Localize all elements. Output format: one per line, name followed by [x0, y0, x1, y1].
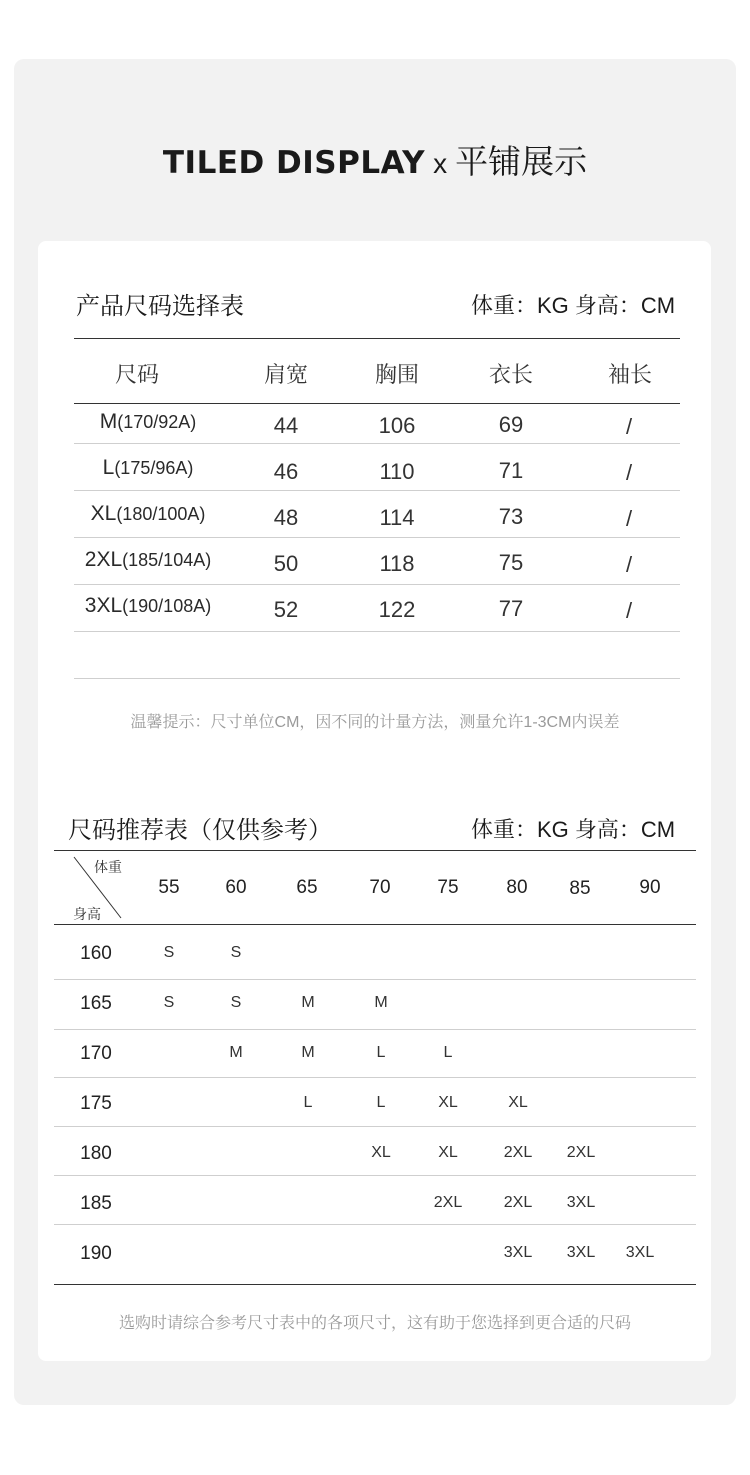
divider: [54, 979, 696, 980]
divider: [74, 678, 680, 679]
weight-header: 70: [369, 877, 391, 898]
divider: [74, 631, 680, 632]
recommended-size: S: [230, 944, 242, 961]
recommended-size: 2XL: [503, 1194, 533, 1211]
sleeve-value: /: [625, 460, 633, 485]
corner-height-label: 身高: [73, 906, 101, 922]
recommended-size: XL: [438, 1094, 458, 1111]
column-header-length: 衣长: [488, 362, 533, 387]
recommended-size: 2XL: [433, 1194, 463, 1211]
page-title: [0, 142, 750, 184]
chest-value: 114: [379, 505, 415, 530]
recommended-size: L: [303, 1094, 313, 1111]
recommended-size: 3XL: [625, 1244, 655, 1261]
size-table-unit: 体重：KG 身高：CM: [471, 293, 676, 318]
divider: [74, 443, 680, 444]
length-value: 71: [498, 458, 524, 483]
recommended-size: 3XL: [566, 1244, 596, 1261]
column-header-size: 尺码: [114, 362, 159, 387]
recommended-size: 2XL: [566, 1144, 596, 1161]
sleeve-value: /: [625, 506, 633, 531]
divider: [54, 924, 696, 925]
divider: [54, 1126, 696, 1127]
title-english: TILED DISPLAY: [162, 145, 426, 181]
size-spec: (185/104A): [122, 550, 212, 570]
divider: [74, 403, 680, 404]
height-label: 175: [80, 1093, 112, 1114]
weight-header: 65: [296, 877, 318, 898]
weight-header: 75: [437, 877, 459, 898]
shoulder-value: 44: [273, 413, 299, 438]
divider: [74, 584, 680, 585]
divider: [54, 1284, 696, 1285]
recommended-size: L: [376, 1094, 386, 1111]
recommended-size: M: [301, 1044, 315, 1061]
size-spec: (190/108A): [122, 596, 212, 616]
recommend-table-unit: 体重：KG 身高：CM: [471, 817, 676, 842]
divider: [74, 537, 680, 538]
weight-header: 90: [639, 877, 661, 898]
divider: [74, 490, 680, 491]
column-header-chest: 胸围: [374, 362, 419, 387]
size-label: M: [99, 410, 118, 433]
corner-weight-label: 体重: [94, 859, 122, 875]
title-separator: x: [433, 148, 448, 179]
recommend-table-title: 尺码推荐表（仅供参考）: [68, 817, 332, 844]
divider: [54, 1029, 696, 1030]
measurement-tip: 温馨提示：尺寸单位CM，因不同的计量方法，测量允许1-3CM内误差: [130, 714, 620, 731]
size-spec: (180/100A): [116, 504, 206, 524]
length-value: 69: [498, 412, 524, 437]
shoulder-value: 48: [273, 505, 299, 530]
length-value: 75: [498, 550, 524, 575]
weight-header: 85: [569, 878, 591, 899]
size-cell: [58, 502, 238, 526]
recommended-size: 3XL: [503, 1244, 533, 1261]
height-label: 185: [80, 1193, 112, 1214]
shoulder-value: 50: [273, 551, 299, 576]
weight-header: 55: [158, 877, 180, 898]
height-label: 170: [80, 1043, 112, 1064]
recommended-size: S: [163, 944, 175, 961]
weight-header: 80: [506, 877, 528, 898]
recommended-size: M: [301, 994, 315, 1011]
divider: [74, 338, 680, 339]
column-header-shoulder: 肩宽: [263, 362, 308, 387]
recommended-size: 2XL: [503, 1144, 533, 1161]
recommended-size: S: [230, 994, 242, 1011]
recommended-size: XL: [508, 1094, 528, 1111]
recommended-size: S: [163, 994, 175, 1011]
footer-note: 选购时请综合参考尺寸表中的各项尺寸，这有助于您选择到更合适的尺码: [118, 1315, 631, 1332]
length-value: 73: [498, 504, 524, 529]
height-label: 160: [80, 943, 112, 964]
recommended-size: M: [229, 1044, 243, 1061]
weight-header: 60: [225, 877, 247, 898]
divider: [54, 1077, 696, 1078]
length-value: 77: [498, 596, 524, 621]
size-label: 2XL: [84, 548, 123, 571]
recommended-size: XL: [438, 1144, 458, 1161]
size-spec: (170/92A): [117, 412, 197, 432]
size-table-title: 产品尺码选择表: [76, 293, 244, 320]
size-label: XL: [90, 502, 117, 525]
chest-value: 106: [378, 413, 416, 438]
height-label: 180: [80, 1143, 112, 1164]
height-label: 165: [80, 993, 112, 1014]
recommended-size: M: [374, 994, 388, 1011]
size-cell: [58, 456, 238, 480]
chest-value: 122: [378, 597, 416, 622]
title-chinese: 平铺展示: [455, 143, 588, 180]
divider: [54, 1224, 696, 1225]
shoulder-value: 52: [273, 597, 299, 622]
recommended-size: L: [443, 1044, 453, 1061]
column-header-sleeve: 袖长: [607, 362, 652, 387]
size-cell: [58, 594, 238, 618]
size-spec: (175/96A): [114, 458, 194, 478]
size-card: [38, 241, 711, 1361]
recommended-size: XL: [371, 1144, 391, 1161]
size-cell: [58, 410, 238, 434]
sleeve-value: /: [625, 414, 633, 439]
sleeve-value: /: [625, 598, 633, 623]
size-cell: [58, 548, 238, 572]
height-label: 190: [80, 1243, 112, 1264]
chest-value: 110: [379, 459, 415, 484]
shoulder-value: 46: [273, 459, 299, 484]
recommended-size: L: [376, 1044, 386, 1061]
recommended-size: 3XL: [566, 1194, 596, 1211]
chest-value: 118: [379, 551, 415, 576]
size-label: 3XL: [84, 594, 123, 617]
size-label: L: [102, 456, 115, 479]
sleeve-value: /: [625, 552, 633, 577]
divider: [54, 850, 696, 851]
divider: [54, 1175, 696, 1176]
